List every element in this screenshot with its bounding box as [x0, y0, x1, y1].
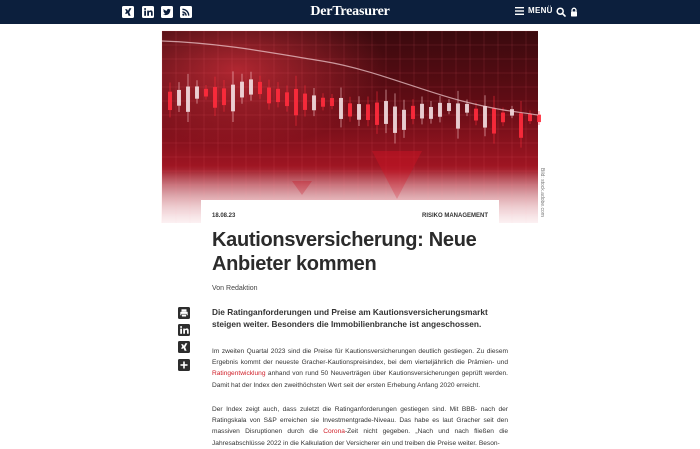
print-icon[interactable]: [178, 307, 190, 319]
paragraph-text: anhand von rund 50 Neuverträgen über Kautionsversicherungen geprüft werden. Damit hat der Index den zweithöchsten Wert seit der ersten Erhebung Anfang 2020 erreicht.: [212, 370, 508, 389]
paragraph-text: Der Index zeigt auch, dass zuletzt die Ratinganforderungen gestiegen sind. Mit BBB- nach der Ratingskala von S&P erreichen sie Investmentgrade-Niveau. Das habe es laut Gracher seit den massiven Disruptionen durch die: [212, 406, 508, 436]
article-author: Von Redaktion: [212, 285, 258, 292]
top-navigation-bar: [0, 0, 700, 24]
plus-icon[interactable]: [178, 359, 190, 371]
corona-link[interactable]: Corona: [323, 428, 345, 436]
article-title: [212, 228, 512, 276]
paragraph-text: -Zeit nicht gegeben. „Nach und nach fließen die Jahresabschlüsse 2022 in die Kalkulation der Versicherer ein und treiben die Preise weiter. Beson-: [212, 428, 508, 447]
article-category[interactable]: RISIKO MANAGEMENT: [422, 213, 488, 219]
xing-share-icon[interactable]: [178, 341, 190, 353]
meta-bar: [201, 200, 499, 223]
article-paragraph-1: [212, 346, 508, 391]
search-icon[interactable]: [556, 7, 566, 17]
article-lead: Die Ratinganforderungen und Preise am Kautionsversicherungsmarkt steigen weiter. Besonders die Immobilienbranche ist angeschossen.: [212, 307, 488, 329]
article-date: 18.08.23: [212, 213, 236, 219]
ratingentwicklung-link[interactable]: Ratingentwicklung: [212, 370, 266, 378]
paragraph-text: Im zweiten Quartal 2023 sind die Preise für Kautionsversicherungen deutlich gestiegen. Zu diesem Ergebnis kommt der neueste Gracher-Kautionspreisindex, bei dem vierteljährlich die Prämien- und: [212, 348, 508, 367]
article-paragraph-2: [212, 404, 508, 449]
hamburger-icon: [515, 7, 524, 15]
title-line-1: Kautionsversicherung: Neue: [212, 229, 477, 251]
title-line-2: Anbieter kommen: [212, 253, 377, 275]
site-logo[interactable]: DerTreasurer: [310, 4, 390, 19]
linkedin-share-icon[interactable]: [178, 324, 190, 336]
hero-image: [162, 31, 538, 223]
menu-label: MENÜ: [528, 6, 553, 15]
lock-icon[interactable]: [569, 7, 579, 17]
image-credit: Bild: stock.adobe.com: [539, 168, 545, 217]
menu-button[interactable]: [515, 6, 553, 15]
